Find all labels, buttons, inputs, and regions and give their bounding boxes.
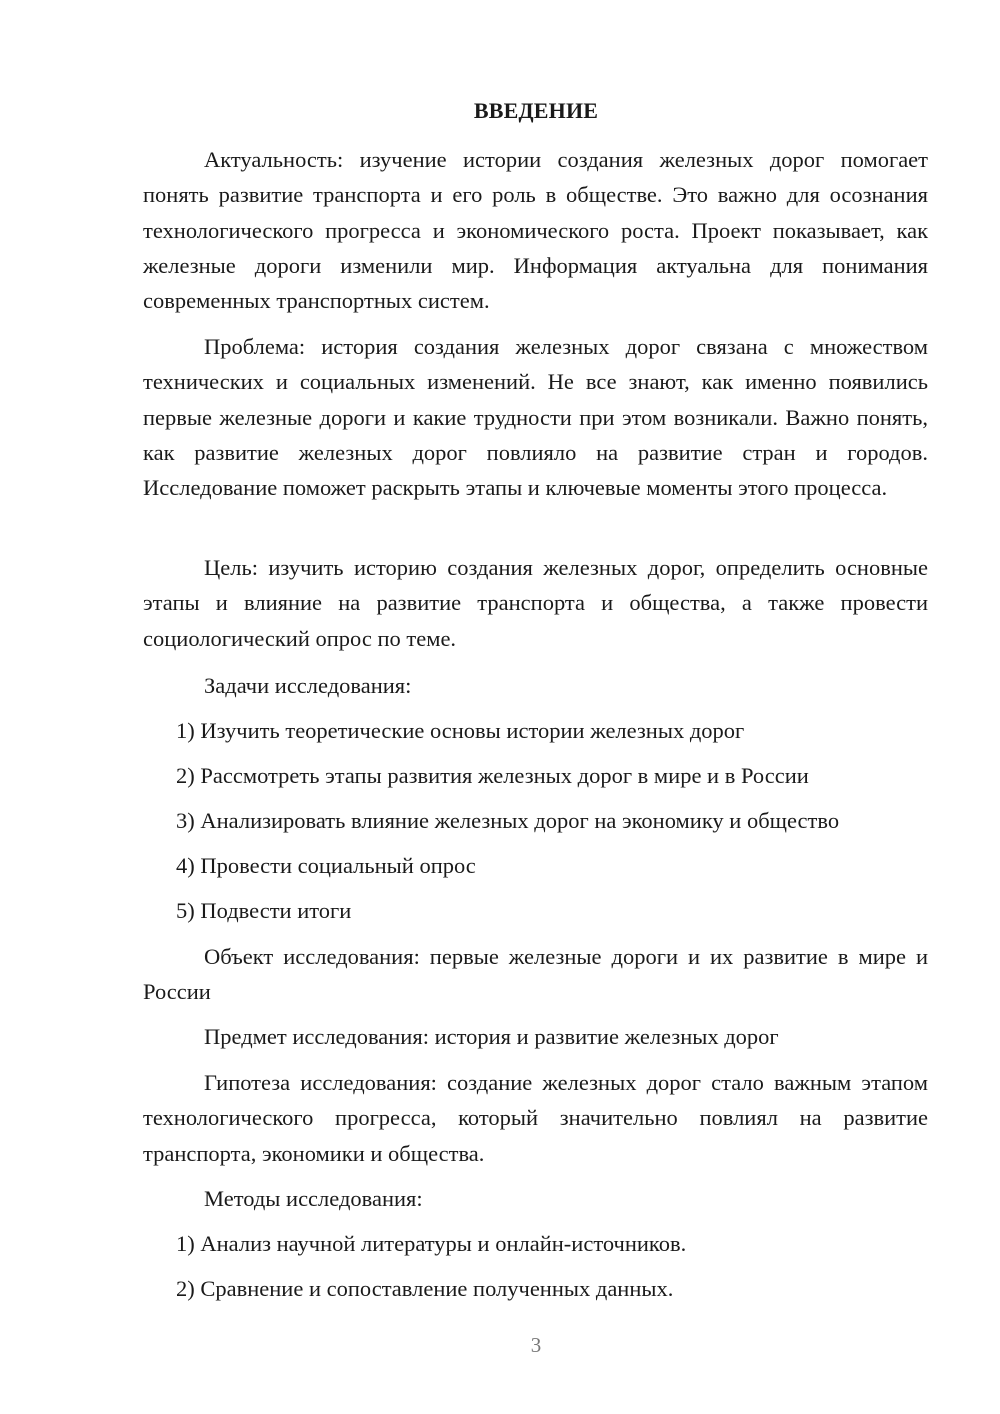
tasks-heading: Задачи исследования:	[204, 673, 412, 698]
methods-heading: Методы исследования:	[204, 1186, 423, 1211]
object-paragraph: Объект исследования: первые железные дороги и их развитие в мире и России	[143, 944, 928, 1005]
task-item: 3) Анализировать влияние железных дорог на экономику и общество	[176, 808, 840, 833]
task-item: 5) Подвести итоги	[176, 898, 352, 923]
goal-paragraph: Цель: изучить историю создания железных дорог, определить основные этапы и влияние на развитие транспорта и общества, а также провести социологический опрос по теме.	[143, 555, 928, 651]
task-item: 2) Рассмотреть этапы развития железных дорог в мире и в России	[176, 763, 809, 788]
relevance-paragraph: Актуальность: изучение истории создания железных дорог помогает понять развитие транспорта и его роль в обществе. Это важно для осознания технологического прогресса и экономического роста. Проект показывает, как железные дороги изменили мир. Информация актуальна для понимания современных транспортных систем.	[143, 147, 928, 314]
subject-paragraph: Предмет исследования: история и развитие железных дорог	[204, 1024, 779, 1049]
method-item: 1) Анализ научной литературы и онлайн-источников.	[176, 1231, 687, 1256]
task-item: 4) Провести социальный опрос	[176, 853, 476, 878]
method-item: 2) Сравнение и сопоставление полученных данных.	[176, 1276, 674, 1301]
task-item: 1) Изучить теоретические основы истории железных дорог	[176, 718, 745, 743]
page-number: 3	[530, 1333, 542, 1357]
hypothesis-paragraph: Гипотеза исследования: создание железных дорог стало важным этапом технологического прогресса, который значительно повлиял на развитие транспорта, экономики и общества.	[143, 1070, 928, 1166]
section-title: ВВЕДЕНИЕ	[473, 98, 599, 123]
problem-paragraph: Проблема: история создания железных дорог связана с множеством технических и социальных изменений. Не все знают, как именно появились первые железные дороги и какие трудности при этом возникали. Важно понять, как развитие железных дорог повлияло на развитие стран и городов. Исследование поможет раскрыть этапы и ключевые моменты этого процесса.	[143, 334, 928, 501]
